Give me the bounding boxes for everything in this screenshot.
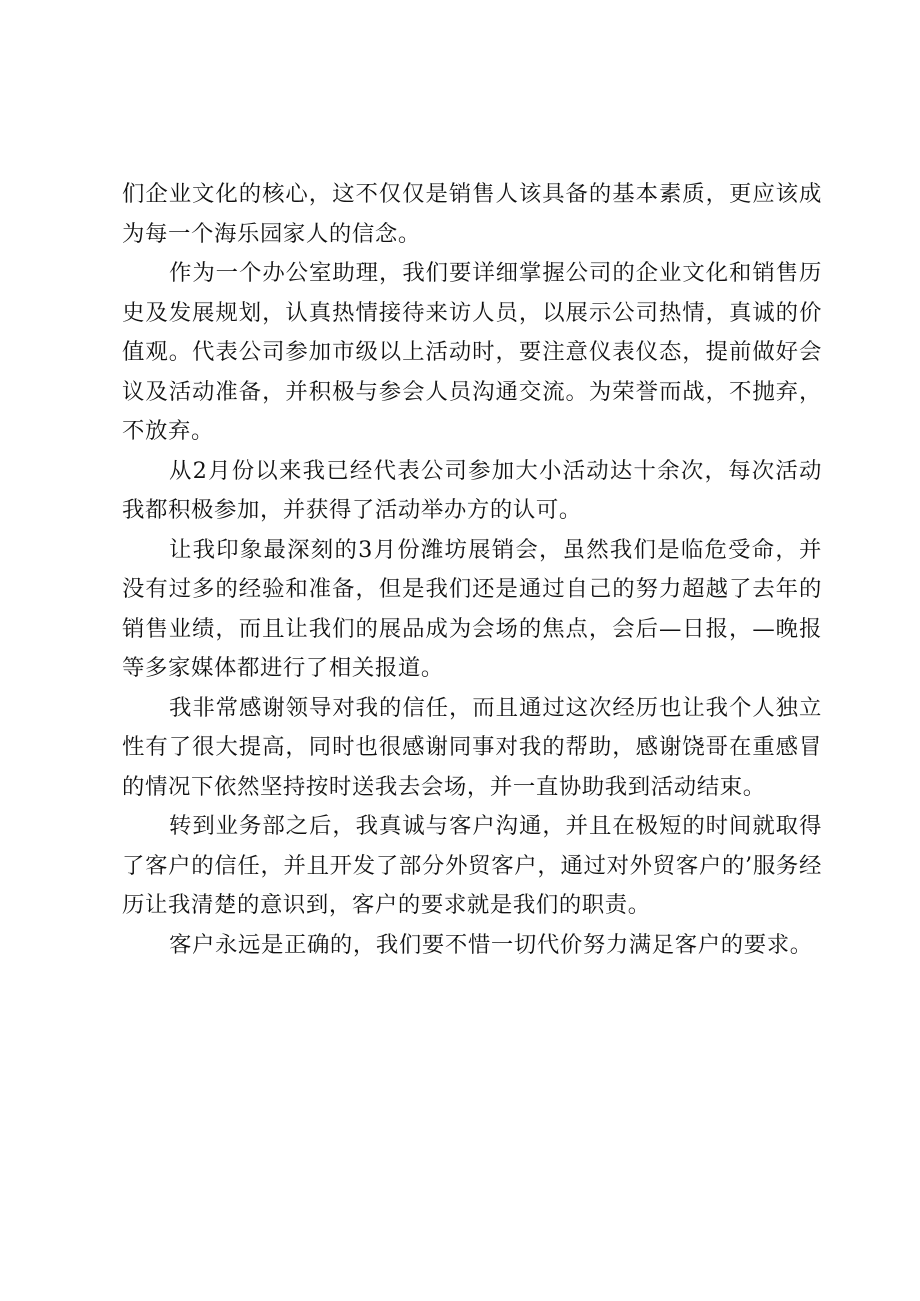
paragraph-6: 转到业务部之后，我真诚与客户沟通，并且在极短的时间就取得了客户的信任，并且开发了部分外贸客户，通过对外贸客户的’服务经历让我清楚的意识到，客户的要求就是我们的职责。 [122, 813, 822, 918]
document-body [122, 175, 822, 965]
paragraph-5: 我非常感谢领导对我的信任，而且通过这次经历也让我个人独立性有了很大提高，同时也很感谢同事对我的帮助，感谢饶哥在重感冒的情况下依然坚持按时送我去会场，并一直协助我到活动结束。 [122, 694, 822, 800]
paragraph-2: 作为一个办公室助理，我们要详细掌握公司的企业文化和销售历史及发展规划，认真热情接待来访人员，以展示公司热情，真诚的价值观。代表公司参加市级以上活动时，要注意仪表仪态，提前做好会议及活动准备，并积极与参会人员沟通交流。为荣誉而战，不抛弃，不放弃。 [122, 260, 822, 444]
paragraph-1: 们企业文化的核心，这不仅仅是销售人该具备的基本素质，更应该成为每一个海乐园家人的信念。 [122, 181, 822, 247]
paragraph-7: 客户永远是正确的，我们要不惜一切代价努力满足客户的要求。 [169, 931, 813, 958]
paragraph-4: 让我印象最深刻的3月份潍坊展销会，虽然我们是临危受命，并没有过多的经验和准备，但是我们还是通过自己的努力超越了去年的销售业绩，而且让我们的展品成为会场的焦点，会后—日报，—晚报等多家媒体都进行了相关报道。 [122, 536, 822, 681]
paragraph-3: 从2月份以来我已经代表公司参加大小活动达十余次，每次活动我都积极参加，并获得了活动举办方的认可。 [122, 457, 822, 523]
